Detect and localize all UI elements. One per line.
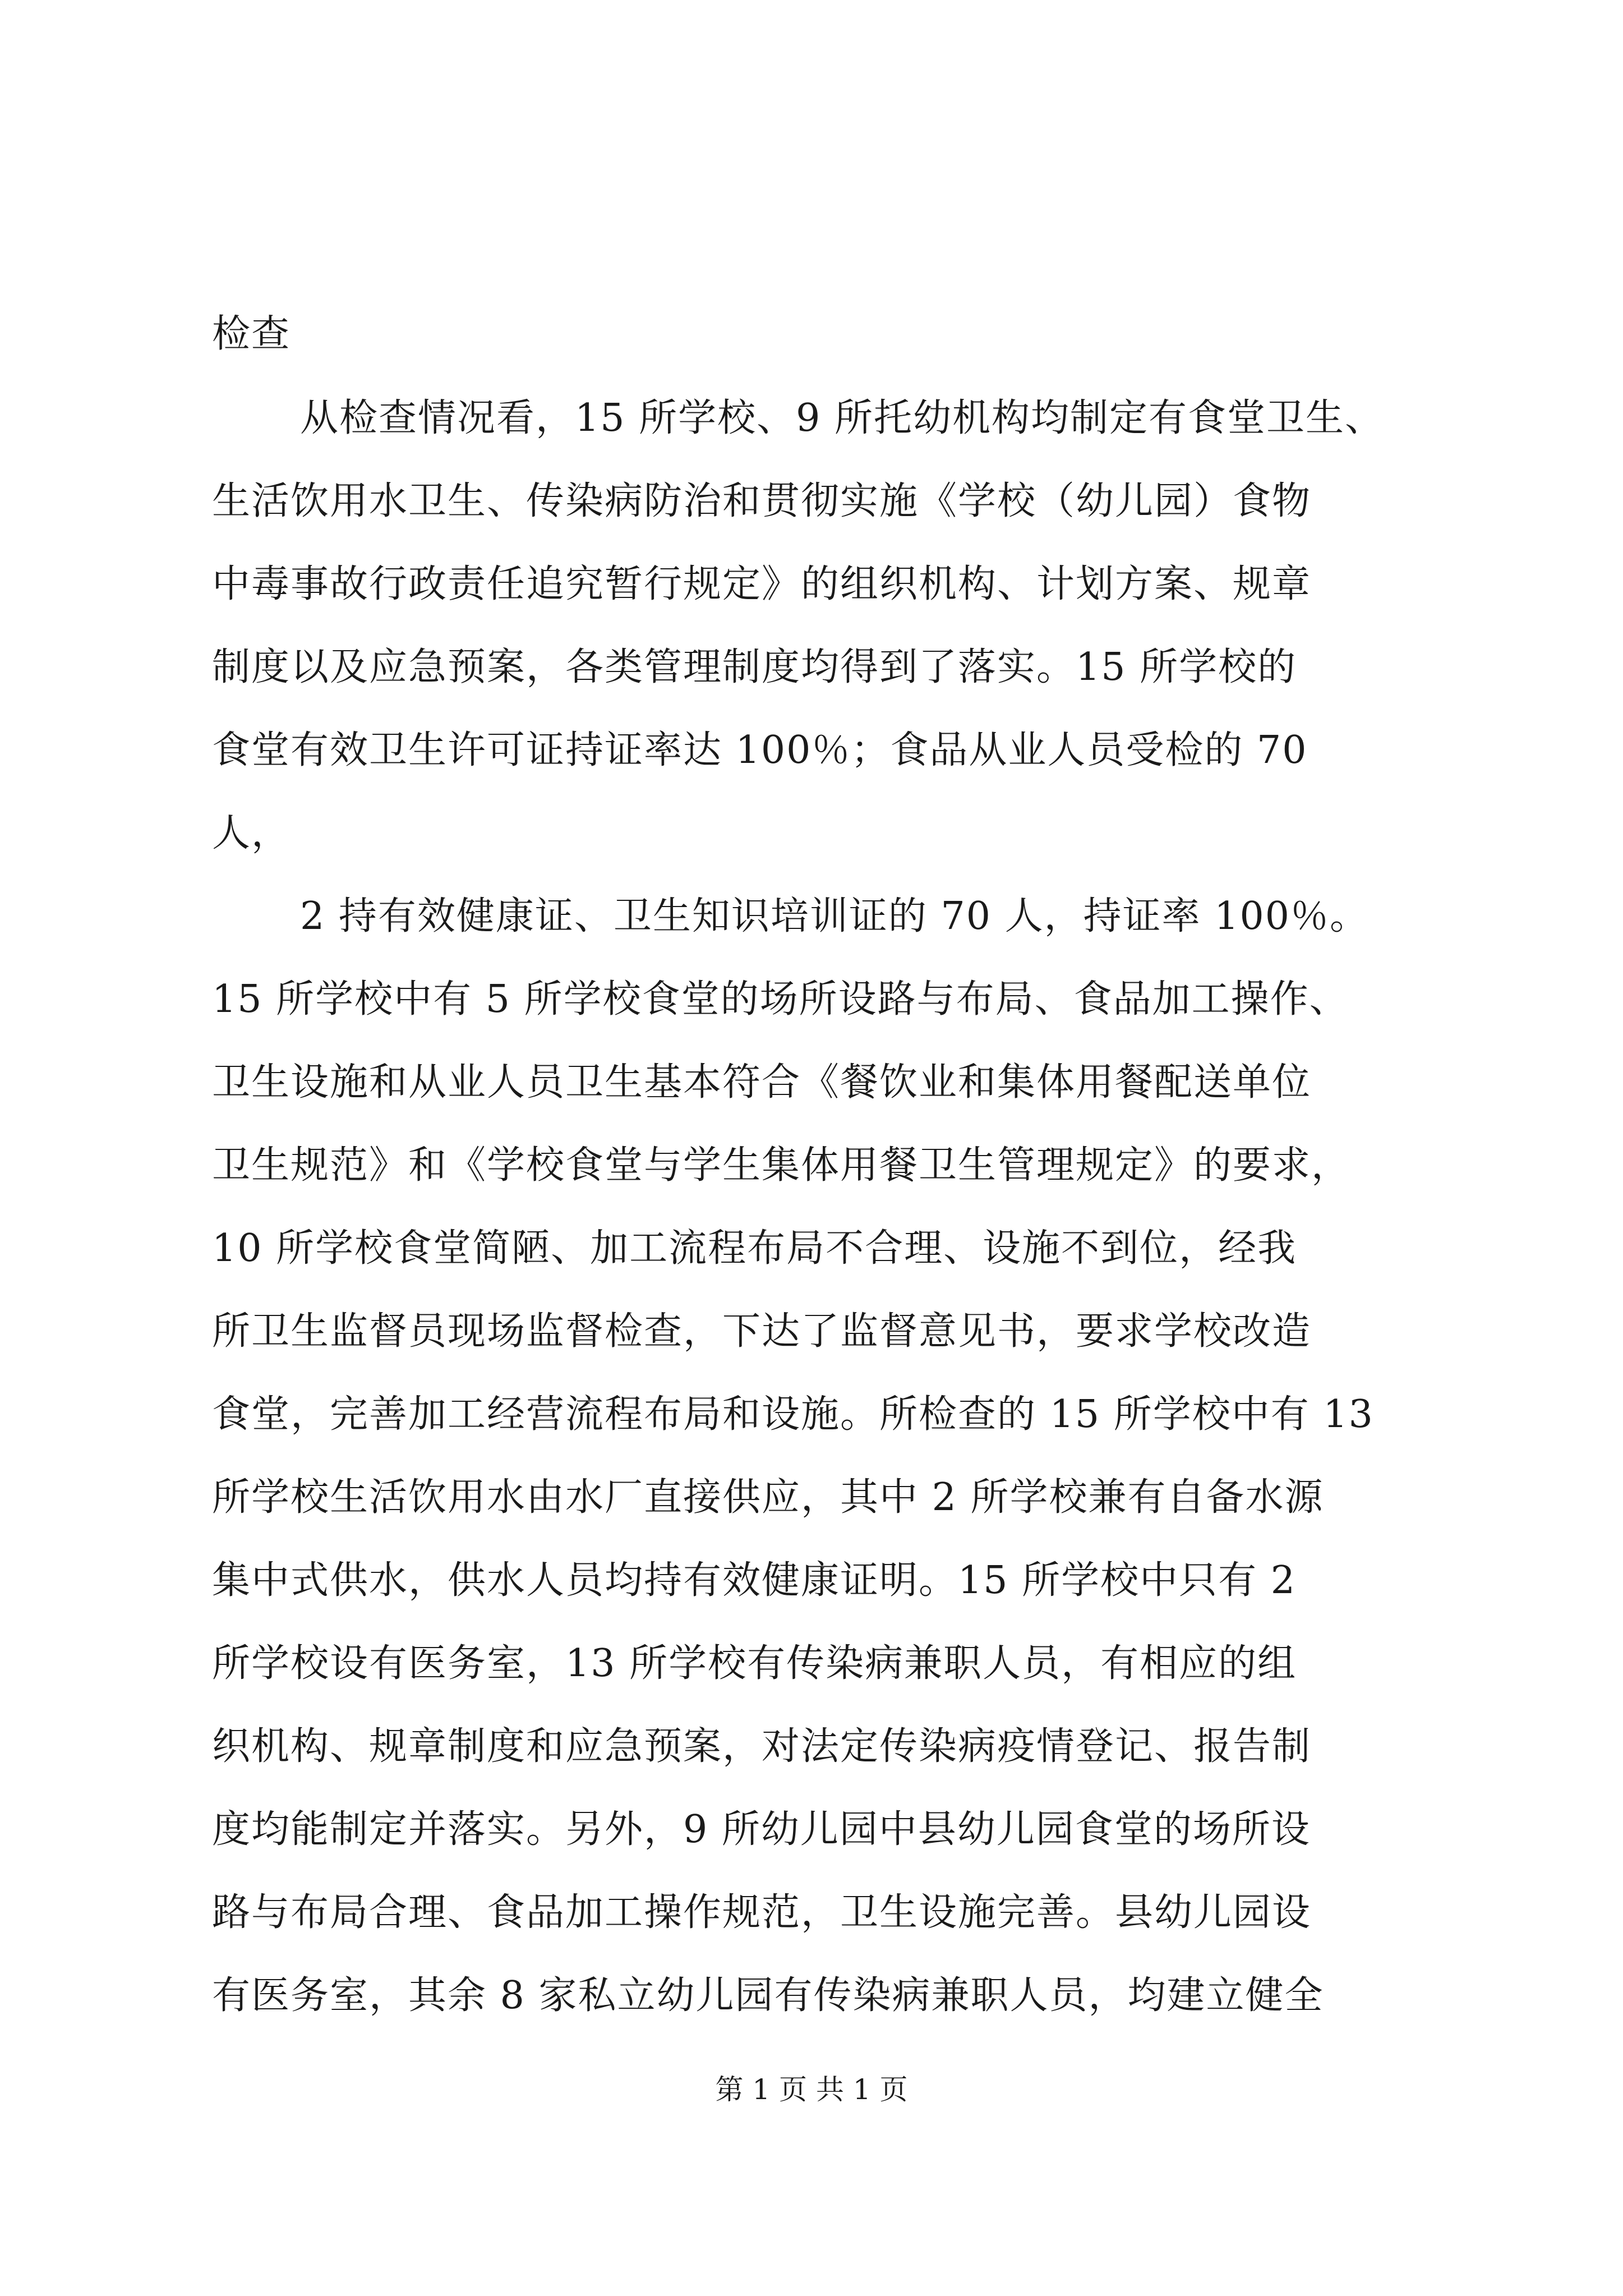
text-line: 食堂有效卫生许可证持证率达 100％；食品从业人员受检的 70 xyxy=(212,728,1308,772)
text-line: 所学校生活饮用水由水厂直接供应，其中 2 所学校兼有自备水源 xyxy=(212,1475,1324,1520)
text-line: 有医务室，其余 8 家私立幼儿园有传染病兼职人员，均建立健全 xyxy=(212,1973,1324,2018)
text-line: 人， xyxy=(212,811,291,855)
text-line: 卫生规范》和《学校食堂与学生集体用餐卫生管理规定》的要求， xyxy=(212,1143,1351,1188)
text-line: 15 所学校中有 5 所学校食堂的场所设路与布局、食品加工操作、 xyxy=(212,977,1349,1022)
text-line: 集中式供水，供水人员均持有效健康证明。15 所学校中只有 2 xyxy=(212,1558,1297,1603)
page-footer: 第 1 页 共 1 页 xyxy=(715,2073,908,2106)
text-line: 织机构、规章制度和应急预案，对法定传染病疫情登记、报告制 xyxy=(212,1724,1312,1769)
text-line: 所卫生监督员现场监督检查，下达了监督意见书，要求学校改造 xyxy=(212,1309,1312,1354)
text-line: 制度以及应急预案，各类管理制度均得到了落实。15 所学校的 xyxy=(212,645,1297,689)
text-line: 所学校设有医务室，13 所学校有传染病兼职人员，有相应的组 xyxy=(212,1641,1297,1686)
text-line: 路与布局合理、食品加工操作规范，卫生设施完善。县幼儿园设 xyxy=(212,1890,1312,1935)
text-line: 食堂，完善加工经营流程布局和设施。所检查的 15 所学校中有 13 xyxy=(212,1392,1374,1437)
text-line: 10 所学校食堂简陋、加工流程布局不合理、设施不到位，经我 xyxy=(212,1226,1297,1271)
text-line: 检查 xyxy=(212,312,291,356)
text-line: 度均能制定并落实。另外，9 所幼儿园中县幼儿园食堂的场所设 xyxy=(212,1807,1311,1852)
text-line: 中毒事故行政责任追究暂行规定》的组织机构、计划方案、规章 xyxy=(212,562,1312,606)
text-line: 卫生设施和从业人员卫生基本符合《餐饮业和集体用餐配送单位 xyxy=(212,1060,1312,1105)
text-line: 2 持有效健康证、卫生知识培训证的 70 人，持证率 100％。 xyxy=(300,894,1370,938)
text-line: 从检查情况看，15 所学校、9 所托幼机构均制定有食堂卫生、 xyxy=(300,396,1385,440)
text-line: 生活饮用水卫生、传染病防治和贯彻实施《学校（幼儿园）食物 xyxy=(212,479,1312,523)
